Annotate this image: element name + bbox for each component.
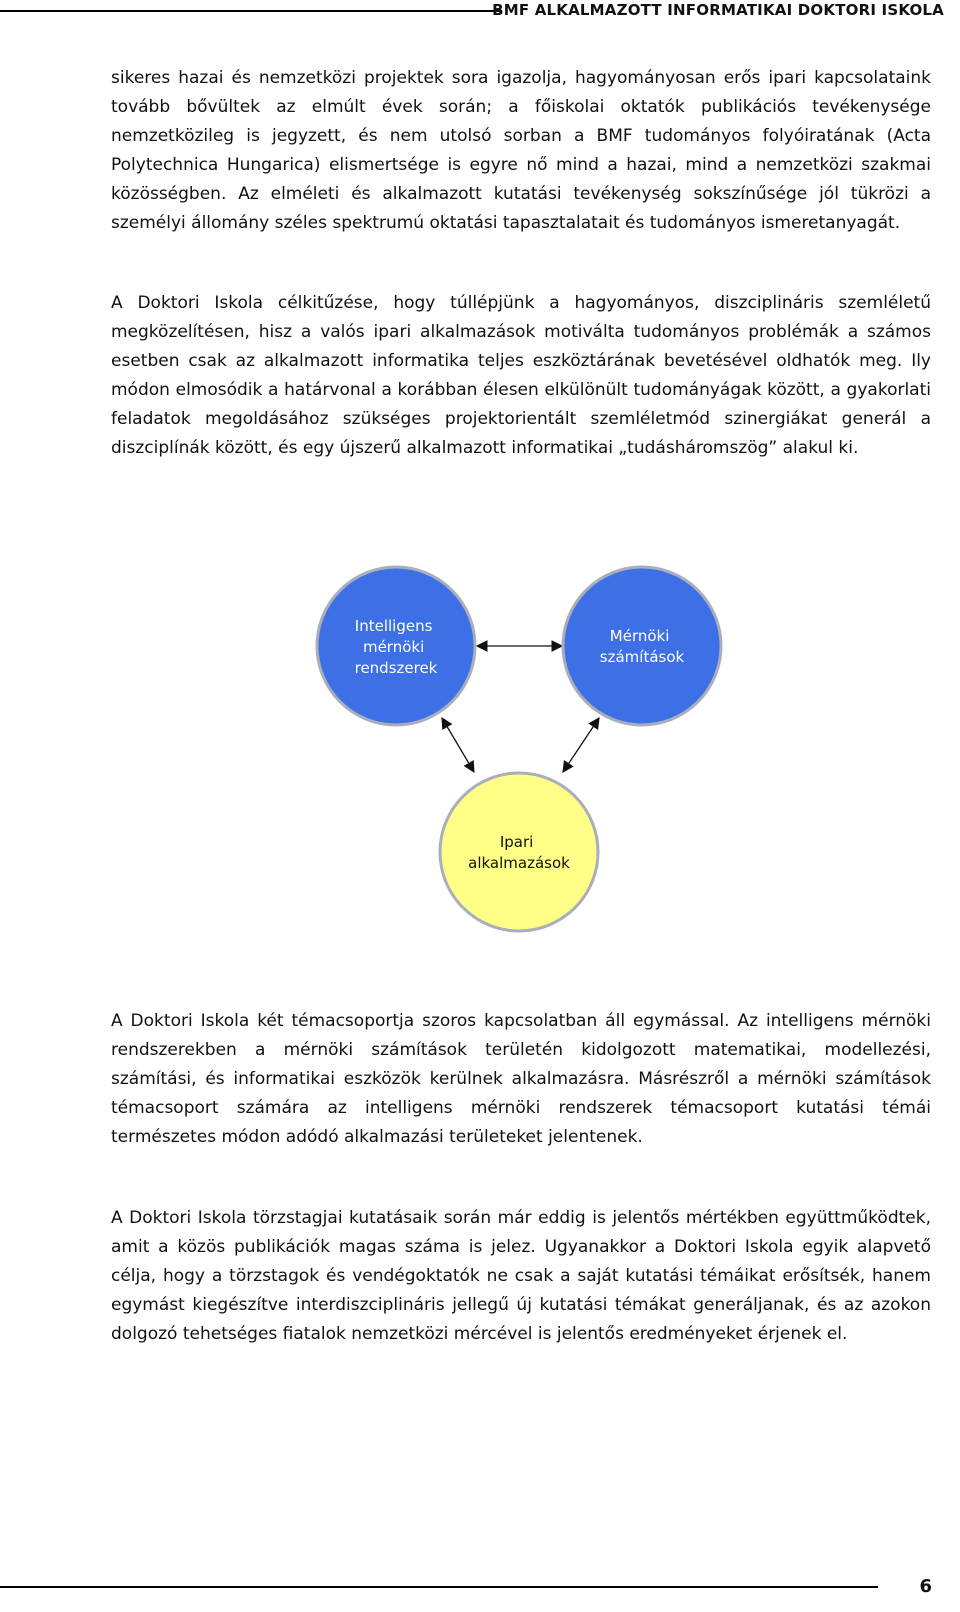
arrow-left (442, 718, 474, 772)
paragraph-1: sikeres hazai és nemzetközi projektek sora igazolja, hagyományosan erős ipari kapcsolataink tovább bővültek az elmúlt évek során; a főiskolai oktatók publikációs tevékenysége nemzetközileg is jegyzett, és nem utolsó sorban a BMF tudományos folyóiratának (Acta Polytechnica Hungarica) elismertsége is egyre nő mind a hazai, mind a nemzetközi szakmai közösségben. Az elméleti és alkalmazott kutatási tevékenység sokszínűsége jól tükrözi a személyi állomány széles spektrumú oktatási tapasztalatait és tudományos ismeretanyagát. (111, 68, 931, 233)
arrow-right (563, 718, 599, 772)
node-ipari-alkalmazasok (440, 773, 598, 931)
knowledge-triangle-diagram (300, 560, 740, 940)
node-mernoki-szamitasok (563, 567, 721, 725)
page-header (0, 0, 960, 26)
node-label-line: Intelligens (354, 617, 433, 635)
node-circle (440, 773, 598, 931)
diagram-svg (300, 560, 740, 940)
header-title: BMF ALKALMAZOTT INFORMATIKAI DOKTORI ISKOLA (492, 1, 944, 19)
page-number: 6 (919, 1576, 932, 1597)
node-circle (563, 567, 721, 725)
node-label-line: mérnöki (362, 638, 425, 656)
paragraph-4: A Doktori Iskola törzstagjai kutatásaik során már eddig is jelentős mértékben együttműködtek, amit a közös publikációk magas száma is jelez. Ugyanakkor a Doktori Iskola egyik alapvető célja, hogy a törzstagok és vendégoktatók ne csak a saját kutatási témáikat erősítsék, hanem egymást kiegészítve interdiszciplináris jellegű új kutatási témákat generáljanak, és az azokon dolgozó tehetséges fiatalok nemzetközi mércével is jelentős eredményeket érjenek el. (111, 1208, 931, 1344)
paragraph-3: A Doktori Iskola két témacsoportja szoros kapcsolatban áll egymással. Az intelligens mérnöki rendszerekben a mérnöki számítások területén kidolgozott matematikai, modellezési, számítási, és informatikai eszközök kerülnek alkalmazásra. Másrészről a mérnöki számítások témacsoport számára az intelligens mérnöki rendszerek témacsoport kutatási témái természetes módon adódó alkalmazási területeket jelentenek. (111, 1011, 931, 1147)
header-rule (0, 10, 502, 12)
footer-rule (0, 1586, 878, 1588)
node-label-line: alkalmazások (468, 854, 570, 872)
node-label-line: Ipari (499, 833, 534, 851)
node-intelligens-rendszerek (317, 567, 475, 725)
node-label-line: számítások (599, 648, 685, 666)
node-label-line: Mérnöki (609, 627, 670, 645)
paragraph-2: A Doktori Iskola célkitűzése, hogy túllépjünk a hagyományos, diszciplináris szemléletű megközelítésen, hisz a valós ipari alkalmazások motiválta tudományos problémák a számos esetben csak az alkalmazott informatika teljes eszköztárának bevetésével oldhatók meg. Ily módon elmosódik a határvonal a korábban élesen elkülönült tudományágak között, a gyakorlati feladatok megoldásához szükséges projektorientált szemléletmód szinergiákat generál a diszciplínák között, és egy újszerű alkalmazott informatikai „tudásháromszög” alakul ki. (111, 293, 931, 458)
page-footer (0, 1572, 960, 1612)
node-label-line: rendszerek (354, 659, 438, 677)
node-label (355, 617, 438, 677)
